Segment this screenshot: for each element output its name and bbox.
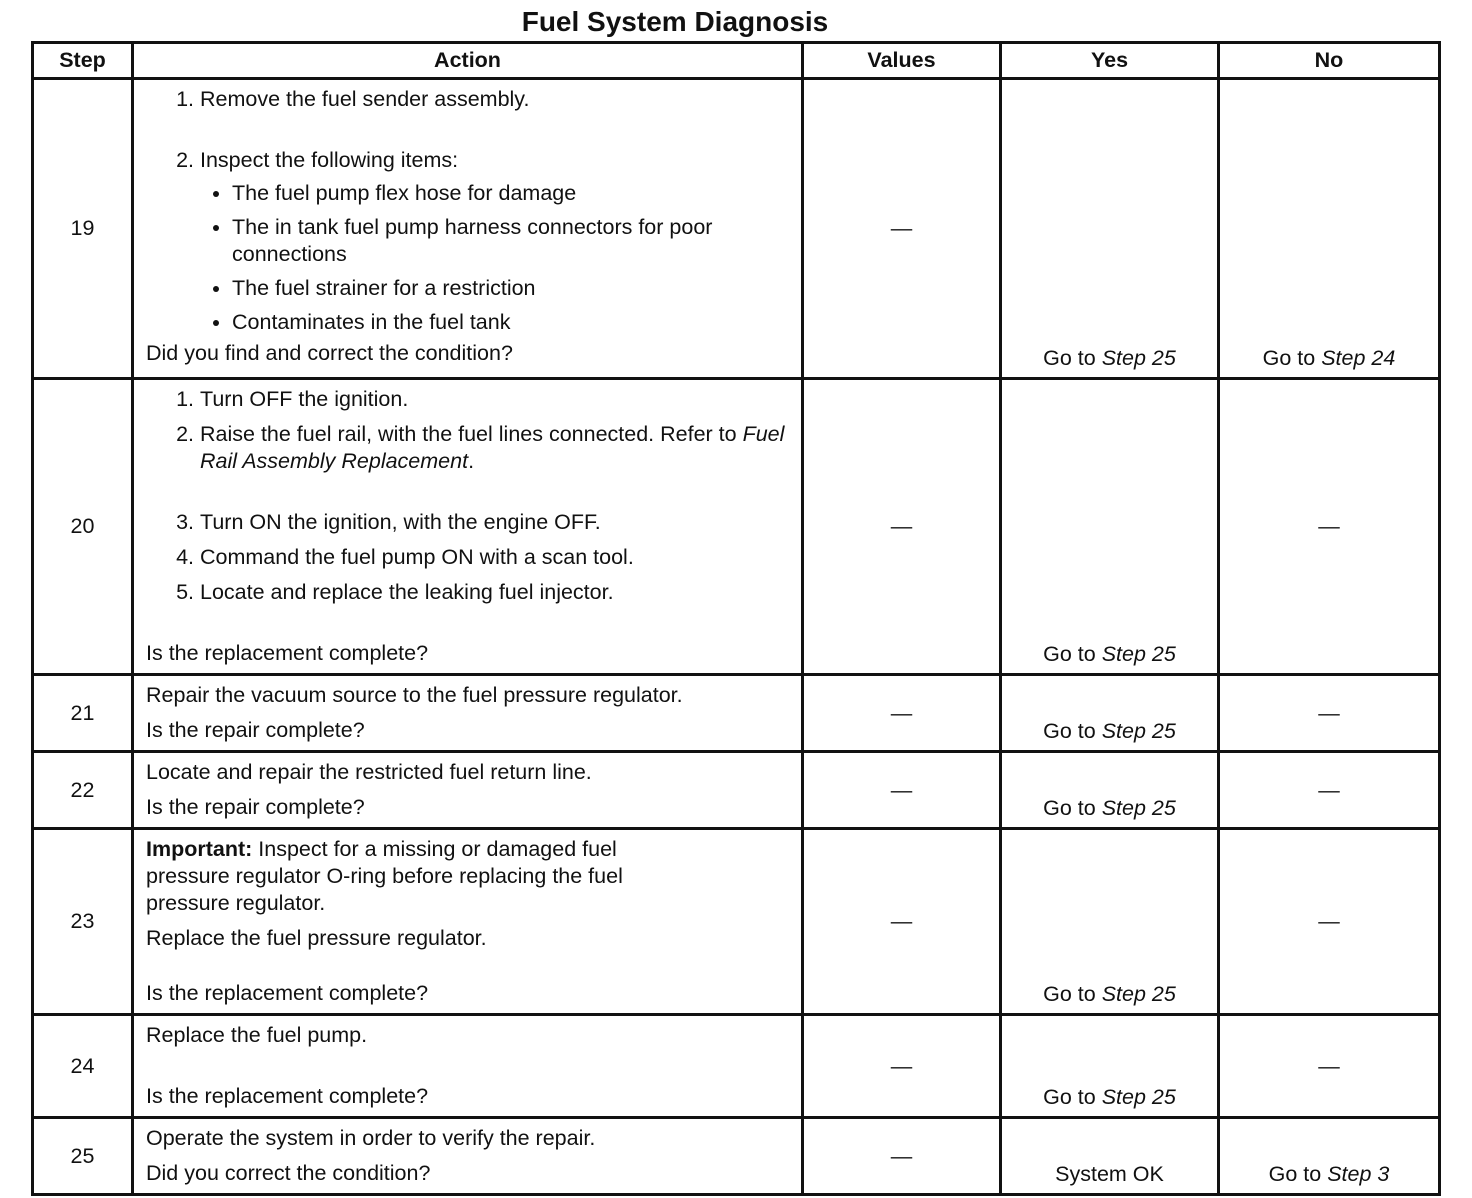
action-text: Operate the system in order to verify the repair.	[146, 1126, 596, 1150]
question-text: Is the repair complete?	[146, 718, 365, 742]
action-cell	[133, 829, 803, 1015]
goto-step-link: Step 25	[1101, 796, 1176, 820]
yes-cell	[1001, 1015, 1219, 1118]
step-number: 25	[33, 1118, 133, 1195]
action-item: 1. Remove the fuel sender assembly.	[200, 86, 789, 113]
action-item: 3. Turn ON the ignition, with the engine OFF.	[200, 509, 789, 536]
header-yes: Yes	[1001, 43, 1219, 79]
no-cell: —	[1219, 379, 1440, 675]
no-cell	[1219, 79, 1440, 379]
yes-cell	[1001, 675, 1219, 752]
action-text: Replace the fuel pump.	[146, 1023, 368, 1047]
header-row	[33, 43, 1440, 79]
table-row	[33, 829, 1440, 1015]
no-cell: —	[1219, 675, 1440, 752]
action-cell	[133, 379, 803, 675]
question-text: Is the replacement complete?	[146, 641, 429, 665]
important-text: Inspect for a missing or damaged fuel pressure regulator O-ring before replacing the fuel pressure regulator.	[146, 837, 623, 915]
table-row	[33, 752, 1440, 829]
table-row	[33, 79, 1440, 379]
header-values: Values	[803, 43, 1001, 79]
action-text: Locate and repair the restricted fuel return line.	[146, 760, 592, 784]
step-number: 21	[33, 675, 133, 752]
reference-link: Fuel Rail Assembly Replacement	[200, 422, 785, 473]
step-number: 19	[33, 79, 133, 379]
yes-cell	[1001, 752, 1219, 829]
values-cell: —	[803, 1015, 1001, 1118]
goto-prefix: Go to	[1268, 1162, 1322, 1186]
goto-prefix: Go to	[1043, 796, 1096, 820]
action-item: 1. Turn OFF the ignition.	[200, 386, 789, 413]
action-text: Repair the vacuum source to the fuel pressure regulator.	[146, 683, 683, 707]
important-note	[146, 836, 706, 917]
page-title: Fuel System Diagnosis	[521, 6, 829, 37]
action-item-text: Raise the fuel rail, with the fuel lines connected. Refer to	[200, 422, 737, 446]
step-number: 23	[33, 829, 133, 1015]
goto-prefix: Go to	[1043, 982, 1096, 1006]
values-cell: —	[803, 752, 1001, 829]
table-row	[33, 675, 1440, 752]
bullet-item: • The fuel pump flex hose for damage	[232, 180, 789, 207]
action-item: 5. Locate and replace the leaking fuel injector.	[200, 579, 789, 606]
no-cell	[1219, 1118, 1440, 1195]
goto-prefix: Go to	[1043, 719, 1096, 743]
goto-step-link: Step 3	[1327, 1162, 1390, 1186]
yes-cell	[1001, 79, 1219, 379]
header-step: Step	[33, 43, 133, 79]
question-text: Is the replacement complete?	[146, 981, 429, 1005]
bullet-item: • The fuel strainer for a restriction	[232, 275, 789, 302]
important-label: Important:	[146, 837, 253, 861]
bullet-item: • Contaminates in the fuel tank	[232, 309, 789, 336]
values-cell: —	[803, 675, 1001, 752]
no-cell: —	[1219, 829, 1440, 1015]
table-row	[33, 1118, 1440, 1195]
goto-step-link: Step 24	[1321, 346, 1396, 370]
values-cell: —	[803, 379, 1001, 675]
step-number: 20	[33, 379, 133, 675]
goto-step-link: Step 25	[1101, 346, 1176, 370]
goto-prefix: Go to	[1043, 346, 1096, 370]
yes-cell	[1001, 829, 1219, 1015]
action-text: Replace the fuel pressure regulator.	[146, 926, 487, 950]
question-text: Did you find and correct the condition?	[146, 341, 513, 365]
action-cell	[133, 675, 803, 752]
yes-cell: System OK	[1001, 1118, 1219, 1195]
action-cell	[133, 1118, 803, 1195]
bullet-item: • The in tank fuel pump harness connectors for poor connections	[232, 214, 789, 268]
action-cell	[133, 79, 803, 379]
yes-cell	[1001, 379, 1219, 675]
goto-prefix: Go to	[1262, 346, 1316, 370]
question-text: Did you correct the condition?	[146, 1161, 431, 1185]
diagnosis-table	[31, 41, 1441, 1196]
question-text: Is the replacement complete?	[146, 1084, 429, 1108]
action-cell	[133, 1015, 803, 1118]
goto-step-link: Step 25	[1101, 982, 1176, 1006]
header-no: No	[1219, 43, 1440, 79]
action-item-text: Inspect the following items:	[200, 148, 459, 172]
no-cell: —	[1219, 1015, 1440, 1118]
table-row	[33, 379, 1440, 675]
goto-prefix: Go to	[1043, 642, 1096, 666]
goto-step-link: Step 25	[1101, 642, 1176, 666]
table-row	[33, 1015, 1440, 1118]
action-item	[200, 147, 789, 336]
no-cell: —	[1219, 752, 1440, 829]
step-number: 22	[33, 752, 133, 829]
values-cell: —	[803, 829, 1001, 1015]
question-text: Is the repair complete?	[146, 795, 365, 819]
values-cell: —	[803, 1118, 1001, 1195]
action-cell	[133, 752, 803, 829]
step-number: 24	[33, 1015, 133, 1118]
header-action: Action	[133, 43, 803, 79]
goto-prefix: Go to	[1043, 1085, 1096, 1109]
action-item: 4. Command the fuel pump ON with a scan tool.	[200, 544, 789, 571]
action-item: 2. Raise the fuel rail, with the fuel lines connected. Refer to Fuel Rail Assembly Replacement.	[200, 421, 789, 475]
values-cell: —	[803, 79, 1001, 379]
goto-step-link: Step 25	[1101, 719, 1176, 743]
goto-step-link: Step 25	[1101, 1085, 1176, 1109]
